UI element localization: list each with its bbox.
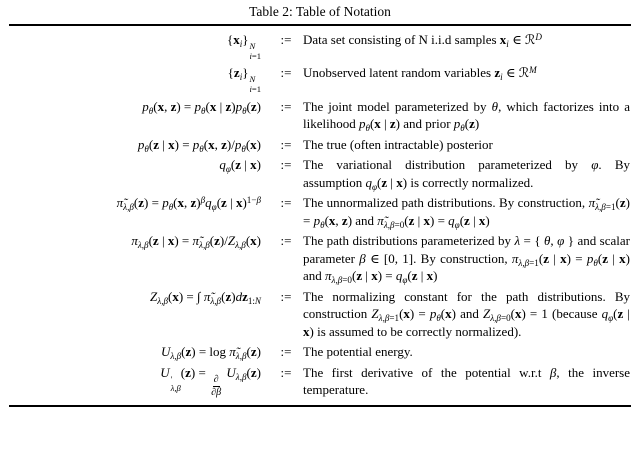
description-cell: The true (often intractable) posterior	[303, 136, 493, 152]
description-cell: The joint model parameterized by θ, which factorizes into a likelihood $p_\theta(x$ | z) and prior $p_\theta(z)$	[303, 98, 630, 134]
table-row	[9, 63, 631, 96]
table-row	[9, 286, 631, 342]
symbol-cell: $p_\theta(z$ | $x) = p_\theta(x$, $z)/p_\theta(x)$	[137, 136, 261, 155]
definition-symbol: :=	[280, 344, 292, 360]
table-row	[9, 25, 631, 63]
table-row	[9, 231, 631, 287]
symbol-cell: $Z_{\lambda,\beta}(x)$ = ∫ $\pĩ_{\lambda,\beta}(z)dz_{1:N}$	[150, 288, 261, 307]
definition-symbol: :=	[280, 136, 292, 152]
symbol-cell: $\{x_i\}$ N i=1	[226, 32, 261, 61]
definition-symbol: :=	[280, 65, 292, 81]
table-row	[9, 362, 631, 406]
description-cell: The variational distribution parameterized by φ. By assumption $q_\varphi(z$ | x) is correctly normalized.	[303, 157, 631, 193]
description-cell: The unnormalized path distributions. By construction, $\pĩ_{\lambda,\beta=1}(z) = p_\theta(x$, z) and $\pĩ_{\lambda,\beta=0}(z$ | $x) = q_\varphi(z$ | x)	[303, 195, 630, 231]
definition-symbol: :=	[280, 32, 292, 47]
symbol-cell: $q_\varphi(z$ | x)	[219, 157, 261, 175]
symbol-cell: $p_\theta(x$, $z) = p_\theta(x$ | $z)p_\theta(z)$	[142, 98, 261, 117]
table-row	[9, 96, 631, 134]
table-row	[9, 193, 631, 231]
table-row	[9, 155, 631, 193]
table-row	[9, 134, 631, 155]
definition-symbol: :=	[280, 288, 292, 304]
table-row	[9, 342, 631, 363]
definition-symbol: :=	[280, 157, 292, 173]
symbol-cell: $\{z_i\}$ N i=1	[227, 65, 261, 95]
notation-table	[9, 24, 631, 407]
definition-symbol: :=	[280, 98, 292, 114]
symbol-cell: $U_{\lambda,\beta}(z) = \log$ $\pĩ_{\lambda,\beta}(z)$	[160, 344, 261, 362]
description-cell: Unobserved latent random variables $z_i$ ∈ ℛ$^M$	[303, 65, 537, 83]
definition-symbol: :=	[280, 195, 292, 211]
description-cell: The first derivative of the potential w.r.t β, the inverse temperature.	[303, 364, 631, 398]
description-cell: The potential energy.	[303, 344, 413, 360]
table-caption: Table 2: Table of Notation	[249, 4, 391, 19]
symbol-cell: $\pi_{\lambda,\beta}(z$ | $x) = \pĩ_{\lambda,\beta}(z)/Z_{\lambda,\beta}(x)$	[131, 233, 261, 251]
symbol-cell: U ′ λ,β (z) = $\frac{\partial}{\partial\beta}$ $U_{\lambda,\beta}(z)$	[160, 364, 261, 399]
symbol-cell: $\pĩ_{\lambda,\beta}(z) = p_\theta(x$, $z)^\beta q_\varphi(z$ | x)$^{1-\beta}$	[116, 195, 261, 213]
notation-table-body	[9, 25, 631, 406]
description-cell: The path distributions parameterized by λ = { θ, φ } and scalar parameter β ∈ [0, 1]. By construction, $\pi_{\lambda,\beta=1}(z$ | $x) = p_\theta(z$ | x) and $\pi_{\lambda,\beta=0}(z$ | $x) = q_\varphi(z$ | x)	[303, 233, 630, 286]
definition-symbol: :=	[280, 233, 292, 249]
definition-symbol: :=	[280, 364, 292, 380]
description-cell: The normalizing constant for the path distributions. By construction $Z_{\lambda,\beta=1}(x) = p_\theta(x)$ and $Z_{\lambda,\beta=0}(x) = 1$ (because $q_\varphi(z$ | x) is assumed to be correctly normalized).	[303, 288, 630, 339]
description-cell: Data set consisting of N i.i.d samples $x_i$ ∈ ℛ$^D$	[303, 31, 542, 50]
